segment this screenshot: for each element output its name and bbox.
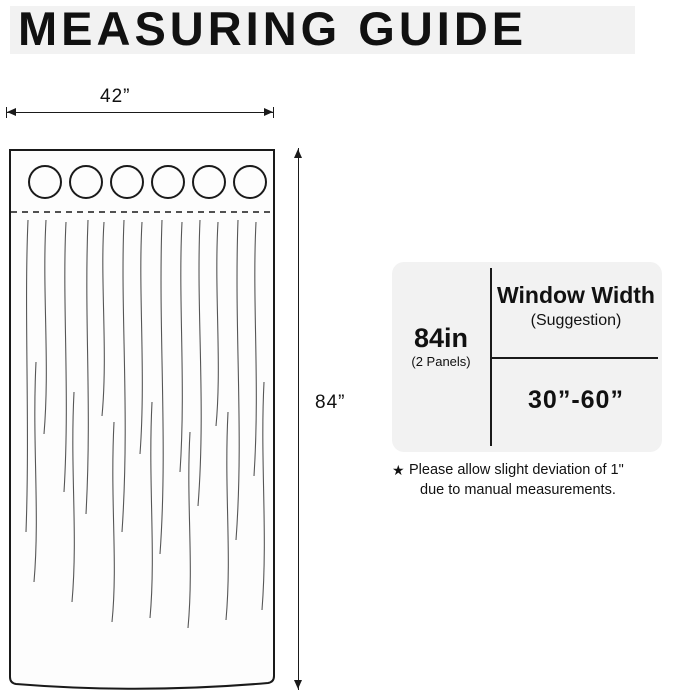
height-label: 84” bbox=[315, 392, 346, 413]
window-width-subtitle: (Suggestion) bbox=[530, 312, 622, 329]
size-info-card bbox=[392, 262, 662, 452]
deviation-note-line1: Please allow slight deviation of 1" bbox=[409, 462, 624, 478]
curtain-diagram bbox=[0, 62, 346, 696]
width-label: 42” bbox=[100, 86, 131, 107]
page-title: MEASURING GUIDE bbox=[18, 2, 528, 55]
panel-count-label: (2 Panels) bbox=[411, 354, 471, 370]
curtain-illustration-icon bbox=[0, 62, 300, 696]
panel-size-block bbox=[392, 324, 490, 369]
panel-size-value: 84in bbox=[413, 323, 469, 353]
deviation-note-line2: due to manual measurements. bbox=[420, 482, 616, 498]
window-width-value: 30”-60” bbox=[528, 386, 624, 414]
title-band bbox=[0, 0, 679, 62]
star-icon: ★ bbox=[392, 462, 405, 478]
window-width-title: Window Width bbox=[497, 282, 655, 308]
card-divider-horizontal bbox=[490, 357, 658, 359]
